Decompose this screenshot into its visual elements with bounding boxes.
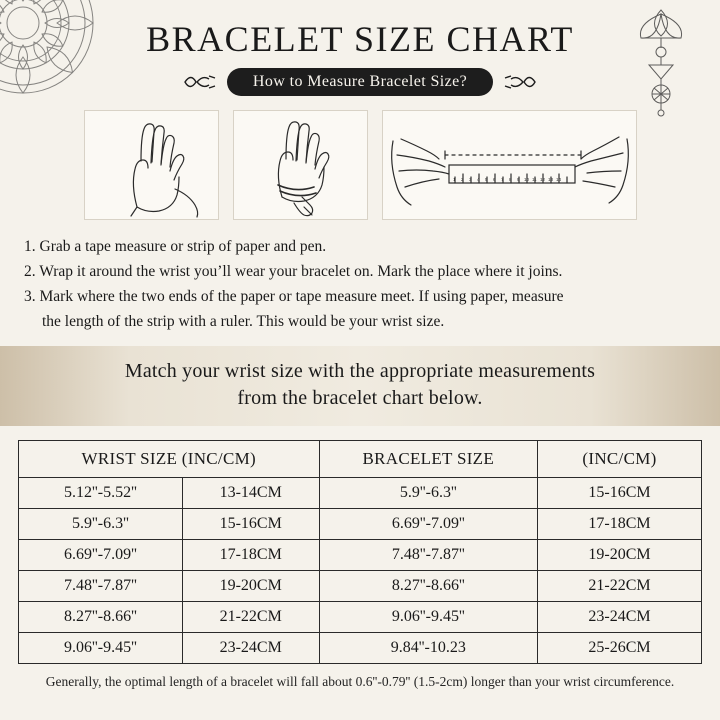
bracelet-cm: 17-18CM (538, 509, 702, 540)
instruction-steps (22, 234, 698, 334)
table-row (19, 509, 702, 540)
svg-text:4: 4 (476, 177, 480, 182)
step-3-continued: the length of the strip with a ruler. This would be your wrist size. (42, 313, 445, 331)
wrist-inches: 6.69''-7.09'' (19, 540, 183, 571)
wrist-cm: 19-20CM (182, 571, 319, 602)
bracelet-cm: 25-26CM (538, 633, 702, 664)
bracelet-cm: 23-24CM (538, 602, 702, 633)
wrist-size-header: WRIST SIZE (INC/CM) (19, 441, 320, 478)
step-2: 2. Wrap it around the wrist you’ll wear your bracelet on. Mark the place where it joins. (24, 263, 563, 281)
table-row (19, 571, 702, 602)
svg-text:6: 6 (492, 177, 496, 182)
wrist-inches: 7.48''-7.87'' (19, 571, 183, 602)
bracelet-cm: 15-16CM (538, 478, 702, 509)
subtitle-row (0, 68, 720, 96)
bracelet-inches: 6.69''-7.09'' (319, 509, 538, 540)
svg-text:13: 13 (547, 177, 553, 182)
band-line-2: from the bracelet chart below. (237, 387, 483, 410)
wrist-cm: 15-16CM (182, 509, 319, 540)
size-table-wrap (18, 440, 702, 664)
illustration-panels (0, 110, 720, 220)
table-row (19, 633, 702, 664)
svg-text:14: 14 (555, 177, 561, 182)
bracelet-inches: 5.9''-6.3'' (319, 478, 538, 509)
wrist-cm: 13-14CM (182, 478, 319, 509)
wrist-inches: 9.06''-9.45'' (19, 633, 183, 664)
bracelet-size-header: BRACELET SIZE (319, 441, 538, 478)
svg-text:11: 11 (531, 177, 537, 182)
table-row (19, 478, 702, 509)
svg-text:3: 3 (468, 177, 472, 182)
svg-text:5: 5 (484, 177, 488, 182)
step-3: 3. Mark where the two ends of the paper or tape measure meet. If using paper, measure (24, 288, 564, 306)
svg-text:2: 2 (460, 177, 464, 182)
page-title: BRACELET SIZE CHART (146, 19, 574, 59)
wrist-cm: 23-24CM (182, 633, 319, 664)
table-header-row (19, 441, 702, 478)
wrist-cm: 21-22CM (182, 602, 319, 633)
match-instruction-band (0, 346, 720, 426)
wrist-cm: 17-18CM (182, 540, 319, 571)
flourish-right-icon (503, 71, 537, 93)
hand-with-tape-illustration (84, 110, 219, 220)
bracelet-inches: 9.06''-9.45'' (319, 602, 538, 633)
bracelet-unit-header: (INC/CM) (538, 441, 702, 478)
ruler-measuring-strip-illustration (382, 110, 637, 220)
svg-text:8: 8 (508, 177, 512, 182)
table-row (19, 540, 702, 571)
svg-text:9: 9 (516, 177, 520, 182)
step-1: 1. Grab a tape measure or strip of paper and pen. (24, 238, 327, 255)
size-table (18, 440, 702, 664)
svg-text:1: 1 (452, 177, 456, 182)
bracelet-cm: 19-20CM (538, 540, 702, 571)
band-line-1: Match your wrist size with the appropriate measurements (124, 360, 596, 383)
svg-text:12: 12 (539, 177, 545, 182)
hand-wrapping-wrist-illustration (233, 110, 368, 220)
table-row (19, 602, 702, 633)
bracelet-cm: 21-22CM (538, 571, 702, 602)
bracelet-inches: 7.48''-7.87'' (319, 540, 538, 571)
wrist-inches: 5.9''-6.3'' (19, 509, 183, 540)
bracelet-inches: 9.84''-10.23 (319, 633, 538, 664)
bracelet-inches: 8.27''-8.66'' (319, 571, 538, 602)
subtitle-pill: How to Measure Bracelet Size? (227, 68, 493, 96)
flourish-left-icon (183, 71, 217, 93)
wrist-inches: 8.27''-8.66'' (19, 602, 183, 633)
svg-text:10: 10 (523, 177, 529, 182)
wrist-inches: 5.12''-5.52'' (19, 478, 183, 509)
footnote: Generally, the optimal length of a bracelet will fall about 0.6''-0.79'' (1.5-2cm) longer than your wrist circumference. (45, 674, 675, 690)
svg-text:7: 7 (500, 177, 504, 182)
